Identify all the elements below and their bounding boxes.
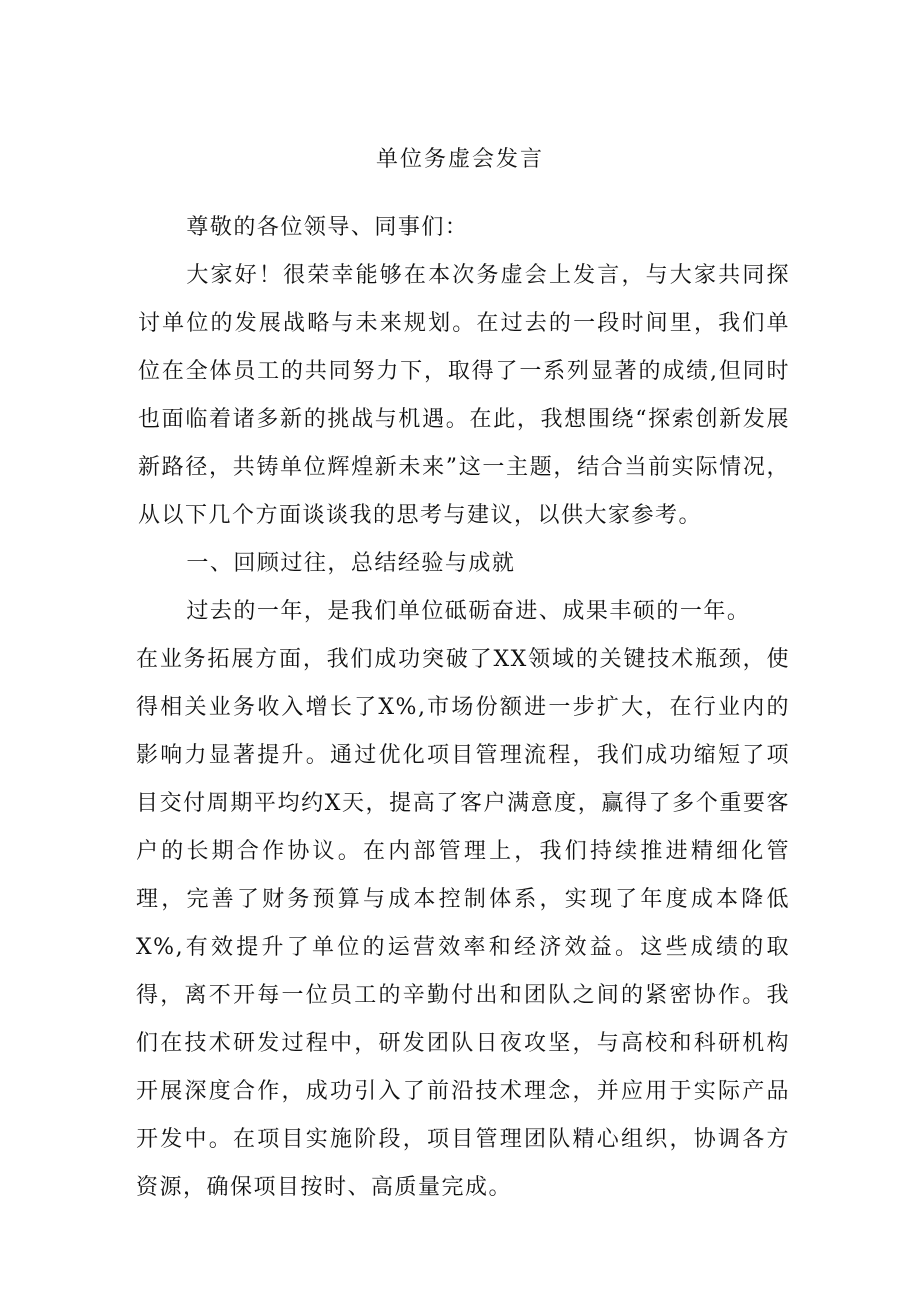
document-title: 单位务虚会发言 bbox=[375, 147, 544, 172]
document-body bbox=[138, 204, 790, 1212]
section-1-body: 在业务拓展方面，我们成功突破了XX领域的关键技术瓶颈，使得相关业务收入增长了X%,市场份额进一步扩大，在行业内的影响力显著提升。通过优化项目管理流程，我们成功缩短了项目交付周期平均约X天，提高了客户满意度，赢得了多个重要客户的长期合作协议。在内部管理上，我们持续推进精细化管理，完善了财务预算与成本控制体系，实现了年度成本降低X%,有效提升了单位的运营效率和经济效益。这些成绩的取得，离不开每一位员工的辛勤付出和团队之间的紧密协作。我们在技术研发过程中，研发团队日夜攻坚，与高校和科研机构开展深度合作，成功引入了前沿技术理念，并应用于实际产品开发中。在项目实施阶段，项目管理团队精心组织，协调各方资源，确保项目按时、高质量完成。 bbox=[136, 647, 790, 1200]
salutation: 尊敬的各位领导、同事们： bbox=[186, 215, 469, 240]
section-1-heading: 一、回顾过往，总结经验与成就 bbox=[186, 551, 516, 576]
intro-paragraph: 大家好！很荣幸能够在本次务虚会上发言，与大家共同探讨单位的发展战略与未来规划。在过去的一段时间里，我们单位在全体员工的共同努力下，取得了一系列显著的成绩,但同时也面临着诸多新的挑战与机遇。在此，我想围绕“探索创新发展新路径，共铸单位辉煌新未来”这一主题，结合当前实际情况，从以下几个方面谈谈我的思考与建议，以供大家参考。 bbox=[138, 263, 790, 528]
section-1-lead: 过去的一年，是我们单位砥砺奋进、成果丰硕的一年。 bbox=[186, 599, 751, 624]
